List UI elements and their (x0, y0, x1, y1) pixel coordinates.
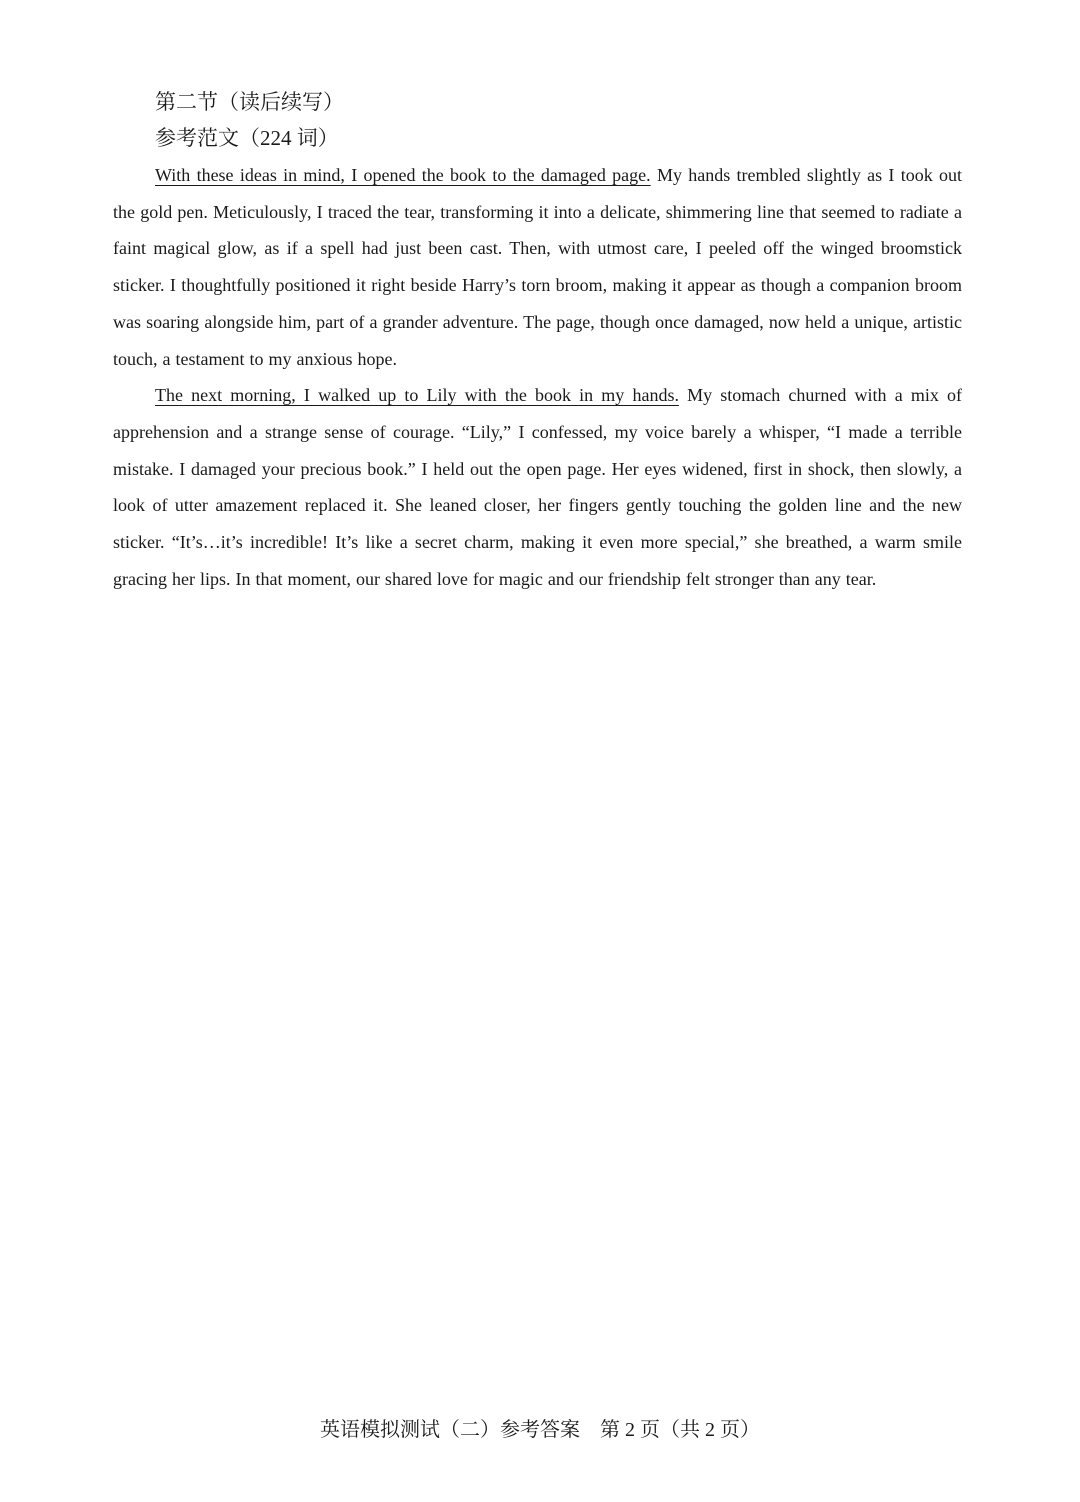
sample-essay (113, 157, 962, 597)
page-footer: 英语模拟测试（二）参考答案 第 2 页（共 2 页） (320, 1419, 760, 1441)
essay-paragraph-1 (113, 157, 962, 377)
paragraph-2-given-opening: The next morning, I walked up to Lily with the book in my hands. (155, 385, 679, 406)
paragraph-1-body: My hands trembled slightly as I took out the gold pen. Meticulously, I traced the tear, transforming it into a delicate, shimmering line that seemed to radiate a faint magical glow, as if a spell had just been cast. Then, with utmost care, I peeled off the winged broomstick sticker. I thoughtfully positioned it right beside Harry’s torn broom, making it appear as though a companion broom was soaring alongside him, part of a grander adventure. The page, though once damaged, now held a unique, artistic touch, a testament to my anxious hope. (113, 165, 962, 369)
essay-paragraph-2 (113, 377, 962, 597)
paragraph-1-given-opening: With these ideas in mind, I opened the book to the damaged page. (155, 165, 651, 185)
paragraph-2-body: My stomach churned with a mix of apprehension and a strange sense of courage. “Lily,” I confessed, my voice barely a whisper, “I made a terrible mistake. I damaged your precious book.” I held out the open page. Her eyes widened, first in shock, then slowly, a look of utter amazement replaced it. She leaned closer, her fingers gently touching the golden line and the new sticker. “It’s…it’s incredible! It’s like a secret charm, making it even more special,” she breathed, a warm smile gracing her lips. In that moment, our shared love for magic and our friendship felt stronger than any tear. (113, 385, 962, 589)
section-title: 第二节（读后续写） (155, 90, 344, 114)
sample-essay-title: 参考范文（224 词） (155, 126, 339, 150)
